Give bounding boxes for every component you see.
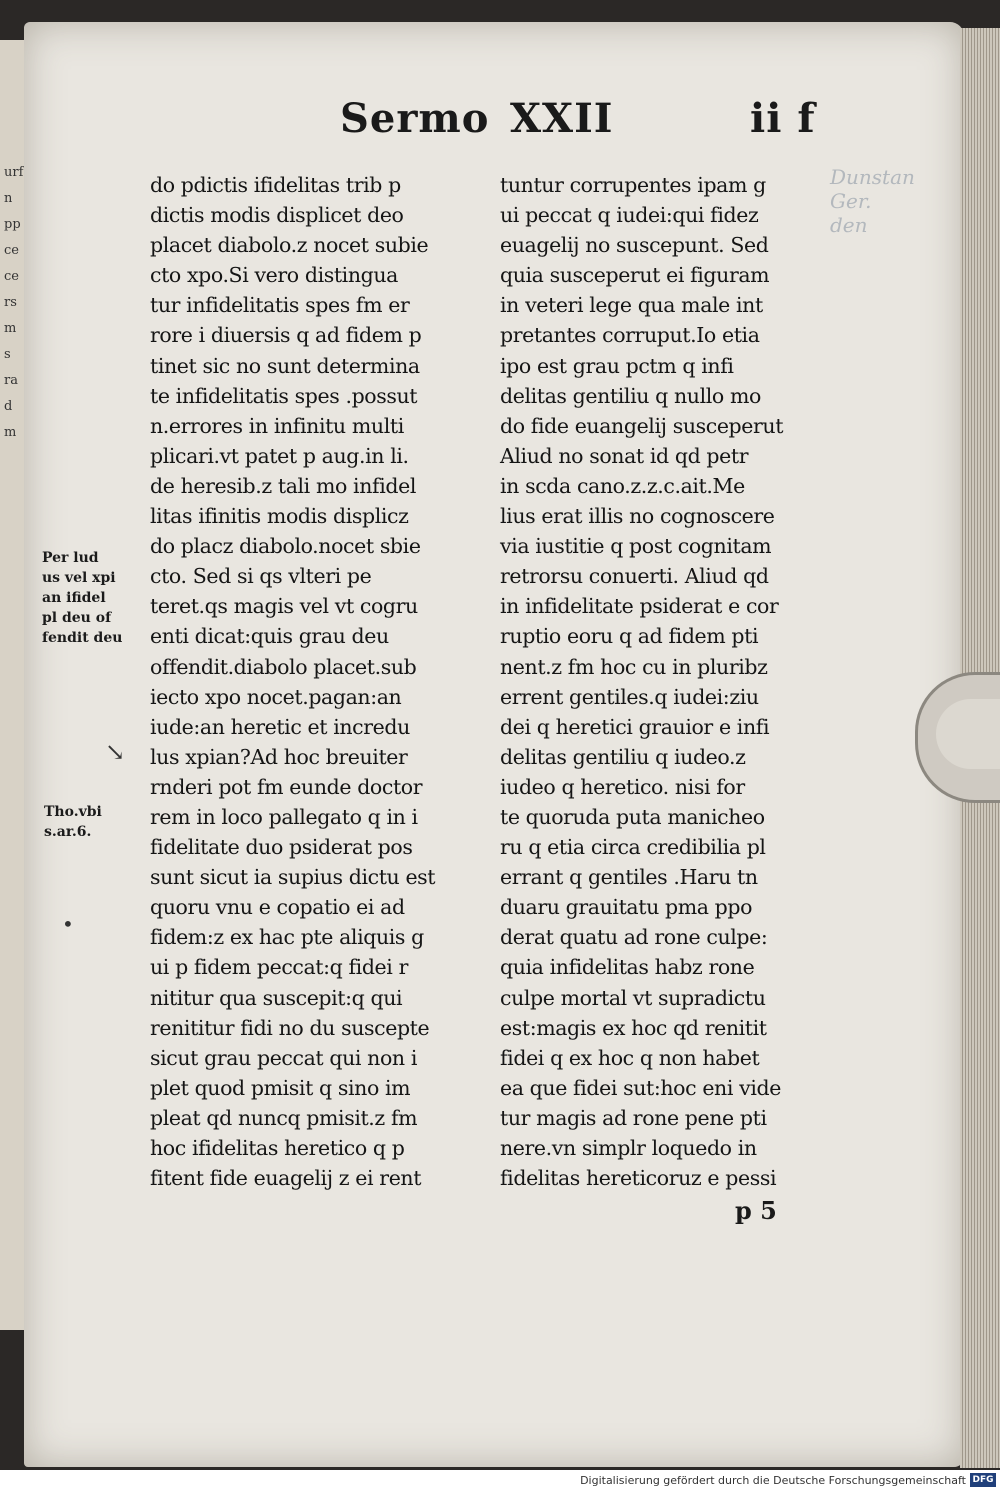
text-line: nititur qua suscepit:q qui bbox=[150, 985, 403, 1010]
text-line: duaru grauitatu pma ppo bbox=[500, 895, 753, 920]
text-column-left bbox=[150, 170, 435, 1193]
footer-bar bbox=[0, 1470, 1000, 1492]
ghost-line: Dunstan bbox=[830, 165, 915, 189]
edge-fragment: rs bbox=[4, 295, 17, 310]
marginal-line: us vel xpi bbox=[42, 570, 116, 586]
printer-signature: p 5 bbox=[735, 1196, 777, 1225]
text-line: teret.qs magis vel vt cogru bbox=[150, 594, 418, 619]
text-line: tur magis ad rone pene pti bbox=[500, 1105, 767, 1130]
text-line: ea que fidei sut:hoc eni vide bbox=[500, 1075, 781, 1100]
text-line: cto. Sed si qs vlteri pe bbox=[150, 564, 372, 589]
text-line: quia susceperut ei figuram bbox=[500, 263, 770, 288]
marginal-line: an ifidel bbox=[42, 590, 106, 606]
edge-fragment: d bbox=[4, 399, 13, 414]
text-line: placet diabolo.z nocet subie bbox=[150, 233, 429, 258]
text-line: enti dicat:quis grau deu bbox=[150, 624, 389, 649]
text-column-right bbox=[500, 170, 783, 1193]
text-line: fidei q ex hoc q non habet bbox=[500, 1045, 760, 1070]
text-line: te quoruda puta manicheo bbox=[500, 804, 765, 829]
text-line: derat quatu ad rone culpe: bbox=[500, 925, 768, 950]
text-line: in scda cano.z.z.c.ait.Me bbox=[500, 473, 745, 498]
edge-fragment: urf bbox=[4, 165, 24, 180]
text-line: fidelitate duo psiderat pos bbox=[150, 835, 413, 860]
text-line: nere.vn simplr loquedo in bbox=[500, 1136, 757, 1160]
footer-credit: Digitalisierung gefördert durch die Deutsche Forschungsgemeinschaft bbox=[580, 1474, 966, 1487]
text-line: rem in loco pallegato q in i bbox=[150, 804, 418, 829]
text-line: lus xpian?Ad hoc breuiter bbox=[150, 744, 408, 769]
text-line: rore i diuersis q ad fidem p bbox=[150, 323, 422, 348]
text-line: errant q gentiles .Haru tn bbox=[500, 865, 758, 890]
text-line: cto xpo.Si vero distingua bbox=[150, 263, 398, 288]
text-line: tuntur corrupentes ipam g bbox=[500, 173, 766, 197]
text-line: sicut grau peccat qui non i bbox=[150, 1045, 417, 1070]
facing-page-fragments bbox=[4, 160, 26, 446]
text-line: iudeo q heretico. nisi for bbox=[500, 774, 745, 799]
text-line: lius erat illis no cognoscere bbox=[500, 504, 775, 529]
text-line: offendit.diabolo placet.sub bbox=[150, 654, 417, 679]
ghost-line: Ger. bbox=[830, 189, 872, 213]
text-line: euagelij no suscepunt. Sed bbox=[500, 233, 769, 258]
running-head-sermo: Sermo bbox=[340, 95, 490, 142]
text-line: culpe mortal vt supradictu bbox=[500, 985, 766, 1010]
text-line: fidelitas hereticoruz e pessi bbox=[500, 1166, 777, 1191]
text-line: est:magis ex hoc qd renitit bbox=[500, 1015, 767, 1040]
text-line: n.errores in infinitu multi bbox=[150, 413, 404, 438]
text-line: in veteri lege qua male int bbox=[500, 293, 763, 318]
text-line: retrorsu conuerti. Aliud qd bbox=[500, 564, 769, 589]
text-line: delitas gentiliu q iudeo.z bbox=[500, 744, 746, 769]
marginal-line: Tho.vbi bbox=[44, 804, 102, 820]
text-line: dictis modis displicet deo bbox=[150, 203, 404, 228]
marginal-line: s.ar.6. bbox=[44, 824, 92, 840]
text-line: nent.z fm hoc cu in pluribz bbox=[500, 654, 768, 679]
text-line: rnderi pot fm eunde doctor bbox=[150, 774, 423, 799]
edge-fragment: ce bbox=[4, 243, 19, 258]
text-line: hoc ifidelitas heretico q p bbox=[150, 1136, 405, 1160]
text-line: pleat qd nuncq pmisit.z fm bbox=[150, 1105, 418, 1130]
page-clip-inner bbox=[936, 699, 1000, 769]
text-line: tinet sic no sunt determina bbox=[150, 353, 420, 378]
text-line: quia infidelitas habz rone bbox=[500, 955, 755, 980]
text-line: errent gentiles.q iudei:ziu bbox=[500, 684, 759, 709]
text-line: fitent fide euagelij z ei rent bbox=[150, 1166, 422, 1191]
marginal-note-2 bbox=[44, 802, 102, 842]
text-line: pretantes corruput.Io etia bbox=[500, 323, 760, 348]
margin-dot-mark: • bbox=[62, 912, 74, 936]
marginal-line: Per lud bbox=[42, 550, 99, 566]
text-line: delitas gentiliu q nullo mo bbox=[500, 383, 761, 408]
edge-fragment: ra bbox=[4, 373, 18, 388]
marginal-line: pl deu of bbox=[42, 610, 112, 626]
text-line: plicari.vt patet p aug.in li. bbox=[150, 443, 409, 468]
margin-pointer-mark: ↘ bbox=[105, 738, 126, 766]
text-line: te infidelitatis spes .possut bbox=[150, 383, 418, 408]
text-line: iecto xpo nocet.pagan:an bbox=[150, 684, 402, 709]
text-line: quoru vnu e copatio ei ad bbox=[150, 895, 405, 920]
text-line: in infidelitate psiderat e cor bbox=[500, 594, 779, 619]
text-line: ru q etia circa credibilia pl bbox=[500, 835, 766, 860]
text-line: plet quod pmisit q sino im bbox=[150, 1075, 411, 1100]
text-line: fidem:z ex hac pte aliquis g bbox=[150, 925, 424, 950]
text-line: sunt sicut ia supius dictu est bbox=[150, 865, 436, 890]
text-line: do pdictis ifidelitas trib p bbox=[150, 173, 401, 197]
edge-fragment: s bbox=[4, 347, 11, 362]
edge-fragment: m bbox=[4, 321, 17, 336]
edge-fragment: m bbox=[4, 425, 17, 440]
marginal-note-1 bbox=[42, 548, 122, 648]
text-line: tur infidelitatis spes fm er bbox=[150, 293, 410, 318]
bleed-through-text bbox=[830, 165, 915, 237]
text-line: iude:an heretic et incredu bbox=[150, 714, 410, 739]
edge-fragment: n bbox=[4, 191, 13, 206]
marginal-line: fendit deu bbox=[42, 630, 123, 646]
folio-number: ii f bbox=[750, 95, 816, 142]
text-line: do placz diabolo.nocet sbie bbox=[150, 534, 421, 559]
text-line: ruptio eoru q ad fidem pti bbox=[500, 624, 759, 649]
edge-fragment: pp bbox=[4, 217, 21, 232]
edge-fragment: ce bbox=[4, 269, 19, 284]
text-line: do fide euangelij susceperut bbox=[500, 413, 784, 438]
text-line: via iustitie q post cognitam bbox=[500, 534, 772, 559]
running-head bbox=[340, 95, 840, 165]
text-line: ipo est grau pctm q infi bbox=[500, 353, 734, 378]
text-line: litas ifinitis modis displicz bbox=[150, 504, 409, 529]
text-line: ui peccat q iudei:qui fidez bbox=[500, 203, 759, 228]
dfg-logo: DFG bbox=[970, 1473, 996, 1487]
ghost-line: den bbox=[830, 213, 868, 237]
text-line: renititur fidi no du suscepte bbox=[150, 1015, 430, 1040]
running-head-number: XXII bbox=[510, 95, 614, 142]
text-line: de heresib.z tali mo infidel bbox=[150, 473, 416, 498]
text-line: ui p fidem peccat:q fidei r bbox=[150, 955, 408, 980]
text-line: Aliud no sonat id qd petr bbox=[500, 443, 749, 468]
text-line: dei q heretici grauior e infi bbox=[500, 714, 770, 739]
